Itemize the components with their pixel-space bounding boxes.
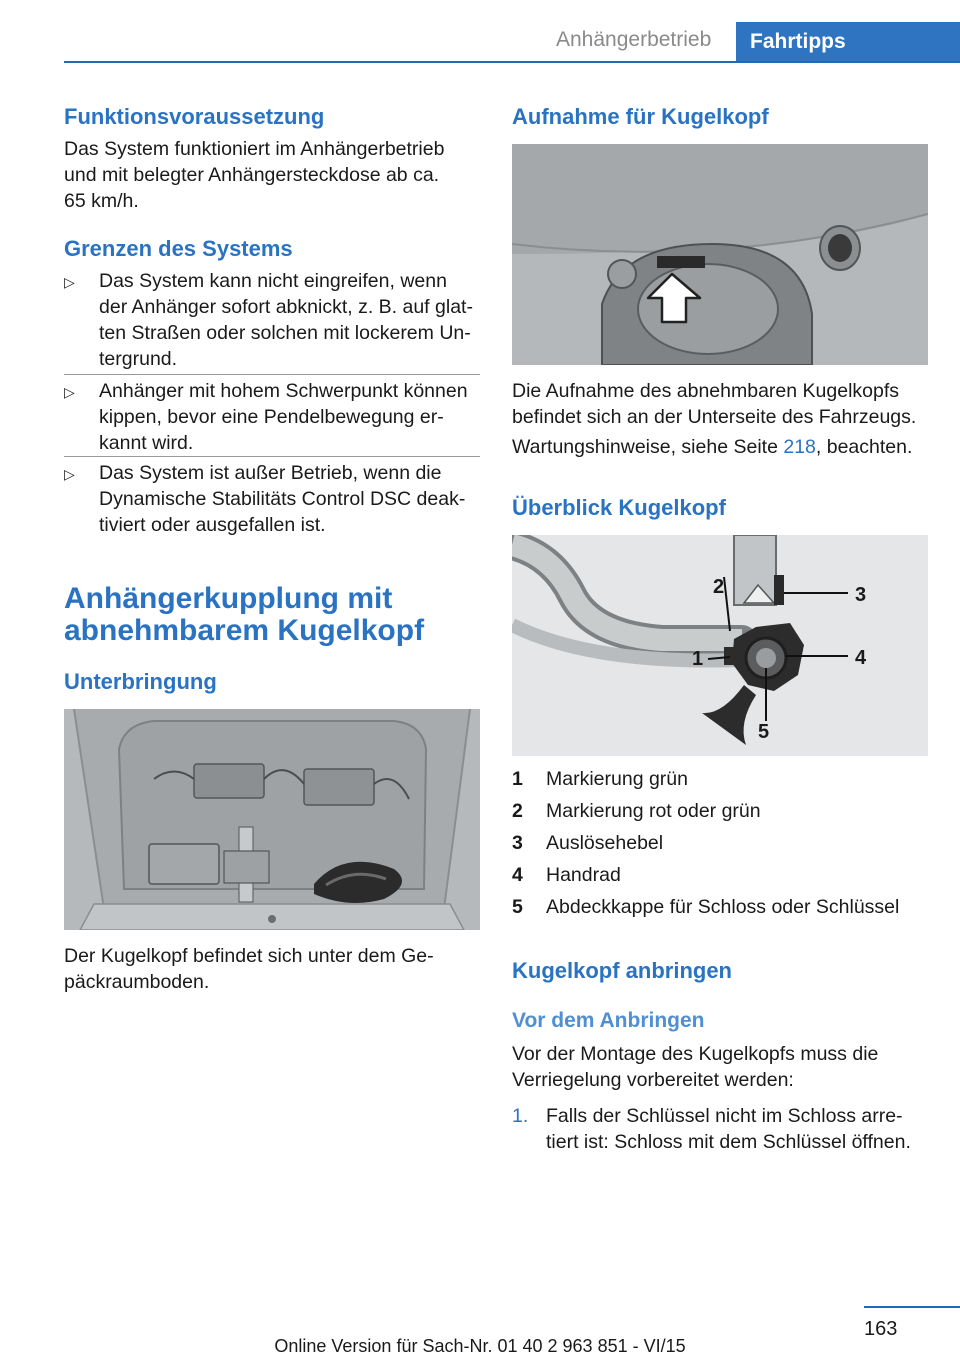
header-chapter-tab[interactable]: Fahrtipps [736, 22, 960, 63]
callout-5: 5 [758, 721, 770, 743]
text-line: tergrund. [99, 348, 178, 370]
legend-text: Auslösehebel [546, 832, 664, 854]
heading-aufnahme: Aufnahme für Kugelkopf [512, 104, 769, 129]
heading-grenzen: Grenzen des Systems [64, 236, 293, 261]
callout-3: 3 [855, 584, 867, 606]
figure-luggage-compartment [64, 709, 480, 930]
bullet-separator [64, 374, 480, 375]
text-line: Vor der Montage des Kugelkopfs muss die [512, 1043, 879, 1065]
caption-unterbringung [64, 943, 434, 995]
legend-text: Markierung grün [546, 768, 688, 790]
paragraph-funktion [64, 136, 444, 214]
legend-text: Handrad [546, 864, 621, 886]
bullet-text [99, 378, 485, 456]
bullet-text [99, 268, 485, 372]
text-line: Die Aufnahme des abnehmbaren Kugelkopfs [512, 380, 900, 402]
heading-unterbringung: Unterbringung [64, 669, 217, 694]
text-line: Falls der Schlüssel nicht im Schloss arre- [546, 1105, 903, 1127]
paragraph-wartung [512, 434, 912, 460]
text-line: Verriegelung vorbereitet werden: [512, 1069, 794, 1091]
legend-text: Markierung rot oder grün [546, 800, 761, 822]
text-line: Dynamische Stabilitäts Control DSC deak- [99, 488, 466, 510]
callout-4: 4 [855, 647, 867, 669]
text-line: Das System kann nicht eingreifen, wenn [99, 270, 447, 292]
bullet-marker: ▷ [64, 274, 75, 290]
heading-ueberblick: Überblick Kugelkopf [512, 495, 726, 520]
callout-1: 1 [692, 648, 704, 670]
text-line: ten Straßen oder solchen mit lockerem Un- [99, 322, 471, 344]
step-text [546, 1103, 936, 1155]
text-line: 65 km/h. [64, 190, 139, 212]
text-line: Anhänger mit hohem Schwerpunkt können [99, 380, 468, 402]
paragraph-aufnahme [512, 378, 916, 430]
header-rule [64, 61, 960, 63]
text-line: Das System funktioniert im Anhängerbetrieb [64, 138, 445, 160]
heading-anbringen: Kugelkopf anbringen [512, 958, 732, 983]
legend-text: Abdeckkappe für Schloss oder Schlüssel [546, 896, 900, 918]
wartung-suffix: , beachten. [815, 436, 913, 458]
header-section-tab[interactable]: Anhängerbetrieb [556, 28, 712, 51]
figure-ball-head [512, 535, 928, 756]
text-line: befindet sich an der Unterseite des Fahrzeugs. [512, 406, 917, 428]
bullet-marker: ▷ [64, 384, 75, 400]
text-line: Das System ist außer Betrieb, wenn die [99, 462, 442, 484]
paragraph-vor [512, 1041, 878, 1093]
page-link-218[interactable]: 218 [783, 436, 816, 458]
page-number: 163 [864, 1318, 898, 1340]
legend-number: 3 [512, 832, 523, 854]
bullet-text [99, 460, 485, 538]
heading-vor-dem-anbringen: Vor dem Anbringen [512, 1009, 705, 1032]
bullet-marker: ▷ [64, 466, 75, 482]
text-line: Der Kugelkopf befindet sich unter dem Ge- [64, 945, 434, 967]
text-line: und mit belegter Anhängersteckdose ab ca. [64, 164, 440, 186]
legend-number: 4 [512, 864, 523, 886]
legend-number: 2 [512, 800, 523, 822]
text-line: tiert ist: Schloss mit dem Schlüssel öffnen. [546, 1131, 911, 1153]
callout-2: 2 [713, 576, 725, 598]
text-line: tiviert oder ausgefallen ist. [99, 514, 326, 536]
page-number-rule [864, 1306, 960, 1308]
figure-receptacle [512, 144, 928, 365]
footer-version: Online Version für Sach-Nr. 01 40 2 963 851 - VI/15 [274, 1336, 686, 1356]
text-line: kippen, bevor eine Pendelbewegung er- [99, 406, 444, 428]
text-line: päckraumboden. [64, 971, 210, 993]
heading-line: Anhängerkupplung mit [64, 582, 393, 615]
legend-number: 5 [512, 896, 523, 918]
bullet-separator [64, 456, 480, 457]
heading-funktionsvoraussetzung: Funktionsvoraussetzung [64, 104, 325, 129]
step-number: 1. [512, 1105, 529, 1127]
text-line: kannt wird. [99, 432, 194, 454]
heading-main [64, 583, 424, 647]
heading-line: abnehmbarem Kugelkopf [64, 614, 425, 647]
legend-number: 1 [512, 768, 523, 790]
text-line: der Anhänger sofort abknickt, z. B. auf glat- [99, 296, 473, 318]
wartung-prefix: Wartungshinweise, siehe Seite [512, 436, 784, 458]
